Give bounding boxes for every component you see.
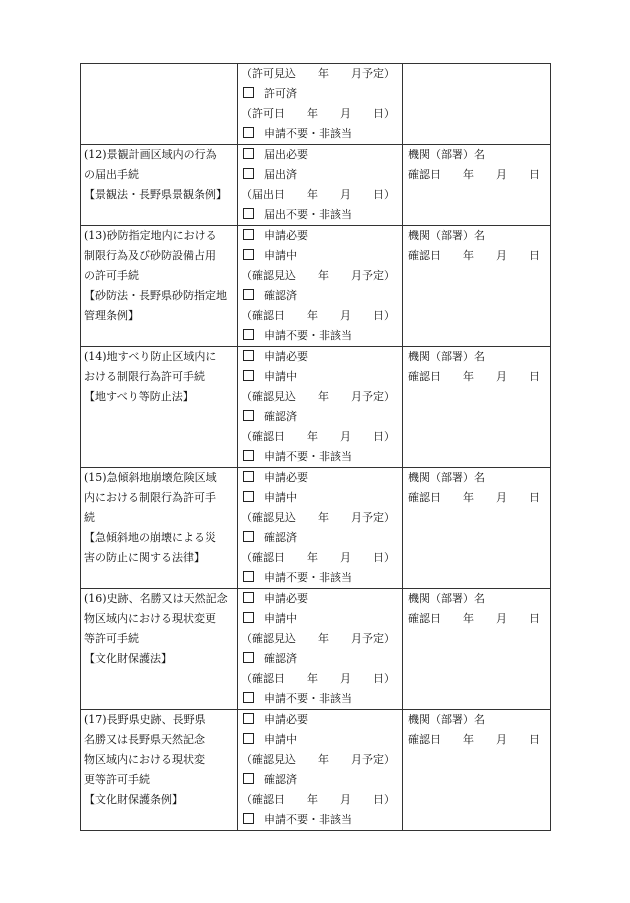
date-entry-line: （許可見込 年 月予定）: [241, 67, 395, 80]
procedure-title-line: 内における制限行為許可手: [84, 491, 216, 504]
checkbox[interactable]: [243, 733, 254, 744]
date-entry-line: （確認見込 年 月予定）: [241, 753, 395, 766]
date-entry-line: （確認見込 年 月予定）: [241, 632, 395, 645]
status-option-label: 確認済: [264, 531, 297, 544]
status-option[interactable]: [238, 326, 402, 346]
procedure-title-line: の届出手続: [84, 168, 139, 181]
status-cell: [238, 347, 403, 468]
status-option[interactable]: [238, 488, 402, 508]
procedure-title-line: (12)景観計画区域内の行為: [84, 148, 217, 161]
procedure-row: [81, 468, 551, 589]
status-option-label: 申請必要: [264, 592, 308, 605]
agency-cell: [403, 145, 551, 226]
status-option[interactable]: [238, 568, 402, 588]
status-option[interactable]: [238, 226, 402, 246]
agency-name-label: 機関（部署）名: [408, 471, 485, 484]
status-cell: [238, 145, 403, 226]
status-option-label: 確認済: [264, 410, 297, 423]
agency-cell: [403, 64, 551, 145]
status-option-label: 確認済: [264, 773, 297, 786]
status-option-label: 申請中: [264, 612, 297, 625]
status-option[interactable]: [238, 609, 402, 629]
checkbox[interactable]: [243, 491, 254, 502]
status-option[interactable]: [238, 367, 402, 387]
status-option[interactable]: [238, 246, 402, 266]
status-option-label: 申請必要: [264, 471, 308, 484]
procedure-row: [81, 64, 551, 145]
status-option-label: 確認済: [264, 289, 297, 302]
checkbox[interactable]: [243, 370, 254, 381]
agency-cell: [403, 710, 551, 831]
confirmation-date-line: 確認日 年 月 日: [408, 612, 540, 625]
procedure-title-line: 名勝又は長野県天然記念: [84, 733, 205, 746]
procedure-title-cell: [81, 145, 238, 226]
status-option-label: 届出済: [264, 168, 297, 181]
status-option-label: 申請不要・非該当: [264, 571, 352, 584]
procedure-row: [81, 226, 551, 347]
status-cell: [238, 226, 403, 347]
status-option[interactable]: [238, 286, 402, 306]
procedure-title-line: の許可手続: [84, 269, 139, 282]
procedure-title-line: 【地すべり等防止法】: [84, 390, 194, 403]
date-entry-line: （確認日 年 月 日）: [241, 551, 395, 564]
status-option[interactable]: [238, 447, 402, 467]
status-option-label: 申請中: [264, 733, 297, 746]
checkbox[interactable]: [243, 773, 254, 784]
date-entry-line: （確認見込 年 月予定）: [241, 511, 395, 524]
status-option[interactable]: [238, 730, 402, 750]
status-option[interactable]: [238, 689, 402, 709]
checkbox[interactable]: [243, 571, 254, 582]
confirmation-date-line: 確認日 年 月 日: [408, 733, 540, 746]
status-option-label: 申請中: [264, 249, 297, 262]
date-entry-line: （確認見込 年 月予定）: [241, 390, 395, 403]
procedure-title-line: 更等許可手続: [84, 773, 150, 786]
status-option[interactable]: [238, 528, 402, 548]
procedure-title-line: (13)砂防指定地内における: [84, 229, 217, 242]
procedure-row: [81, 145, 551, 226]
date-entry-line: （確認見込 年 月予定）: [241, 269, 395, 282]
status-option[interactable]: [238, 347, 402, 367]
procedure-table: [80, 63, 551, 831]
procedure-title-line: (14)地すべり防止区域内に: [84, 350, 217, 363]
agency-name-label: 機関（部署）名: [408, 592, 485, 605]
status-option-label: 申請中: [264, 491, 297, 504]
procedure-row: [81, 347, 551, 468]
checkbox[interactable]: [243, 350, 254, 361]
procedure-title-cell: [81, 468, 238, 589]
status-option[interactable]: [238, 649, 402, 669]
agency-cell: [403, 468, 551, 589]
status-cell: [238, 710, 403, 831]
procedure-sheet: [80, 63, 550, 831]
checkbox[interactable]: [243, 208, 254, 219]
status-option-label: 申請中: [264, 370, 297, 383]
checkbox[interactable]: [243, 410, 254, 421]
procedure-table-body: [81, 64, 551, 831]
procedure-title-line: (15)急傾斜地崩壊危険区域: [84, 471, 217, 484]
procedure-title-line: 【砂防法・長野県砂防指定地: [84, 289, 227, 302]
status-option[interactable]: [238, 770, 402, 790]
checkbox[interactable]: [243, 592, 254, 603]
agency-cell: [403, 589, 551, 710]
checkbox[interactable]: [243, 229, 254, 240]
procedure-title-line: 管理条例】: [84, 309, 139, 322]
status-option[interactable]: [238, 589, 402, 609]
status-option[interactable]: [238, 710, 402, 730]
procedure-title-line: 等許可手続: [84, 632, 139, 645]
procedure-title-line: 物区域内における現状変更: [84, 612, 216, 625]
status-option[interactable]: [238, 407, 402, 427]
procedure-title-line: おける制限行為許可手続: [84, 370, 205, 383]
procedure-row: [81, 710, 551, 831]
checkbox[interactable]: [243, 531, 254, 542]
procedure-title-line: 害の防止に関する法律】: [84, 551, 205, 564]
checkbox[interactable]: [243, 289, 254, 300]
checkbox[interactable]: [243, 471, 254, 482]
status-option[interactable]: [238, 468, 402, 488]
date-entry-line: （確認日 年 月 日）: [241, 793, 395, 806]
status-option[interactable]: [238, 165, 402, 185]
status-option[interactable]: [238, 84, 402, 104]
date-entry-line: （確認日 年 月 日）: [241, 672, 395, 685]
procedure-row: [81, 589, 551, 710]
status-option-label: 届出不要・非該当: [264, 208, 352, 221]
agency-cell: [403, 226, 551, 347]
checkbox[interactable]: [243, 329, 254, 340]
procedure-title-line: (17)長野県史跡、長野県: [84, 713, 206, 726]
checkbox[interactable]: [243, 249, 254, 260]
procedure-title-cell: [81, 226, 238, 347]
checkbox[interactable]: [243, 127, 254, 138]
procedure-title-line: 続: [84, 511, 95, 524]
date-entry-line: （確認日 年 月 日）: [241, 309, 395, 322]
status-option-label: 申請不要・非該当: [264, 813, 352, 826]
date-entry-line: （許可日 年 月 日）: [241, 107, 395, 120]
confirmation-date-line: 確認日 年 月 日: [408, 249, 540, 262]
agency-name-label: 機関（部署）名: [408, 229, 485, 242]
status-option-label: 許可済: [264, 87, 297, 100]
status-option[interactable]: [238, 124, 402, 144]
status-option-label: 申請不要・非該当: [264, 692, 352, 705]
status-cell: [238, 589, 403, 710]
checkbox[interactable]: [243, 450, 254, 461]
checkbox[interactable]: [243, 87, 254, 98]
status-option-label: 申請不要・非該当: [264, 127, 352, 140]
procedure-title-line: 制限行為及び砂防設備占用: [84, 249, 216, 262]
status-cell: [238, 64, 403, 145]
procedure-title-cell: [81, 64, 238, 145]
procedure-title-cell: [81, 347, 238, 468]
checkbox[interactable]: [243, 692, 254, 703]
checkbox[interactable]: [243, 652, 254, 663]
procedure-title-line: 【急傾斜地の崩壊による災: [84, 531, 216, 544]
agency-cell: [403, 347, 551, 468]
procedure-title-cell: [81, 710, 238, 831]
status-option-label: 申請不要・非該当: [264, 329, 352, 342]
status-option[interactable]: [238, 145, 402, 165]
status-option[interactable]: [238, 205, 402, 225]
agency-name-label: 機関（部署）名: [408, 713, 485, 726]
confirmation-date-line: 確認日 年 月 日: [408, 168, 540, 181]
status-option-label: 申請必要: [264, 350, 308, 363]
status-option-label: 申請不要・非該当: [264, 450, 352, 463]
procedure-title-line: 【景観法・長野県景観条例】: [84, 188, 227, 201]
status-cell: [238, 468, 403, 589]
procedure-title-line: 物区域内における現状変: [84, 753, 205, 766]
checkbox[interactable]: [243, 713, 254, 724]
checkbox[interactable]: [243, 168, 254, 179]
status-option-label: 申請必要: [264, 229, 308, 242]
procedure-title-line: 【文化財保護条例】: [84, 793, 183, 806]
checkbox[interactable]: [243, 148, 254, 159]
status-option-label: 確認済: [264, 652, 297, 665]
checkbox[interactable]: [243, 612, 254, 623]
date-entry-line: （届出日 年 月 日）: [241, 188, 395, 201]
procedure-title-line: 【文化財保護法】: [84, 652, 172, 665]
confirmation-date-line: 確認日 年 月 日: [408, 491, 540, 504]
status-option-label: 届出必要: [264, 148, 308, 161]
procedure-title-cell: [81, 589, 238, 710]
status-option[interactable]: [238, 810, 402, 830]
confirmation-date-line: 確認日 年 月 日: [408, 370, 540, 383]
agency-name-label: 機関（部署）名: [408, 148, 485, 161]
checkbox[interactable]: [243, 813, 254, 824]
agency-name-label: 機関（部署）名: [408, 350, 485, 363]
status-option-label: 申請必要: [264, 713, 308, 726]
procedure-title-line: (16)史跡、名勝又は天然記念: [84, 592, 228, 605]
date-entry-line: （確認日 年 月 日）: [241, 430, 395, 443]
